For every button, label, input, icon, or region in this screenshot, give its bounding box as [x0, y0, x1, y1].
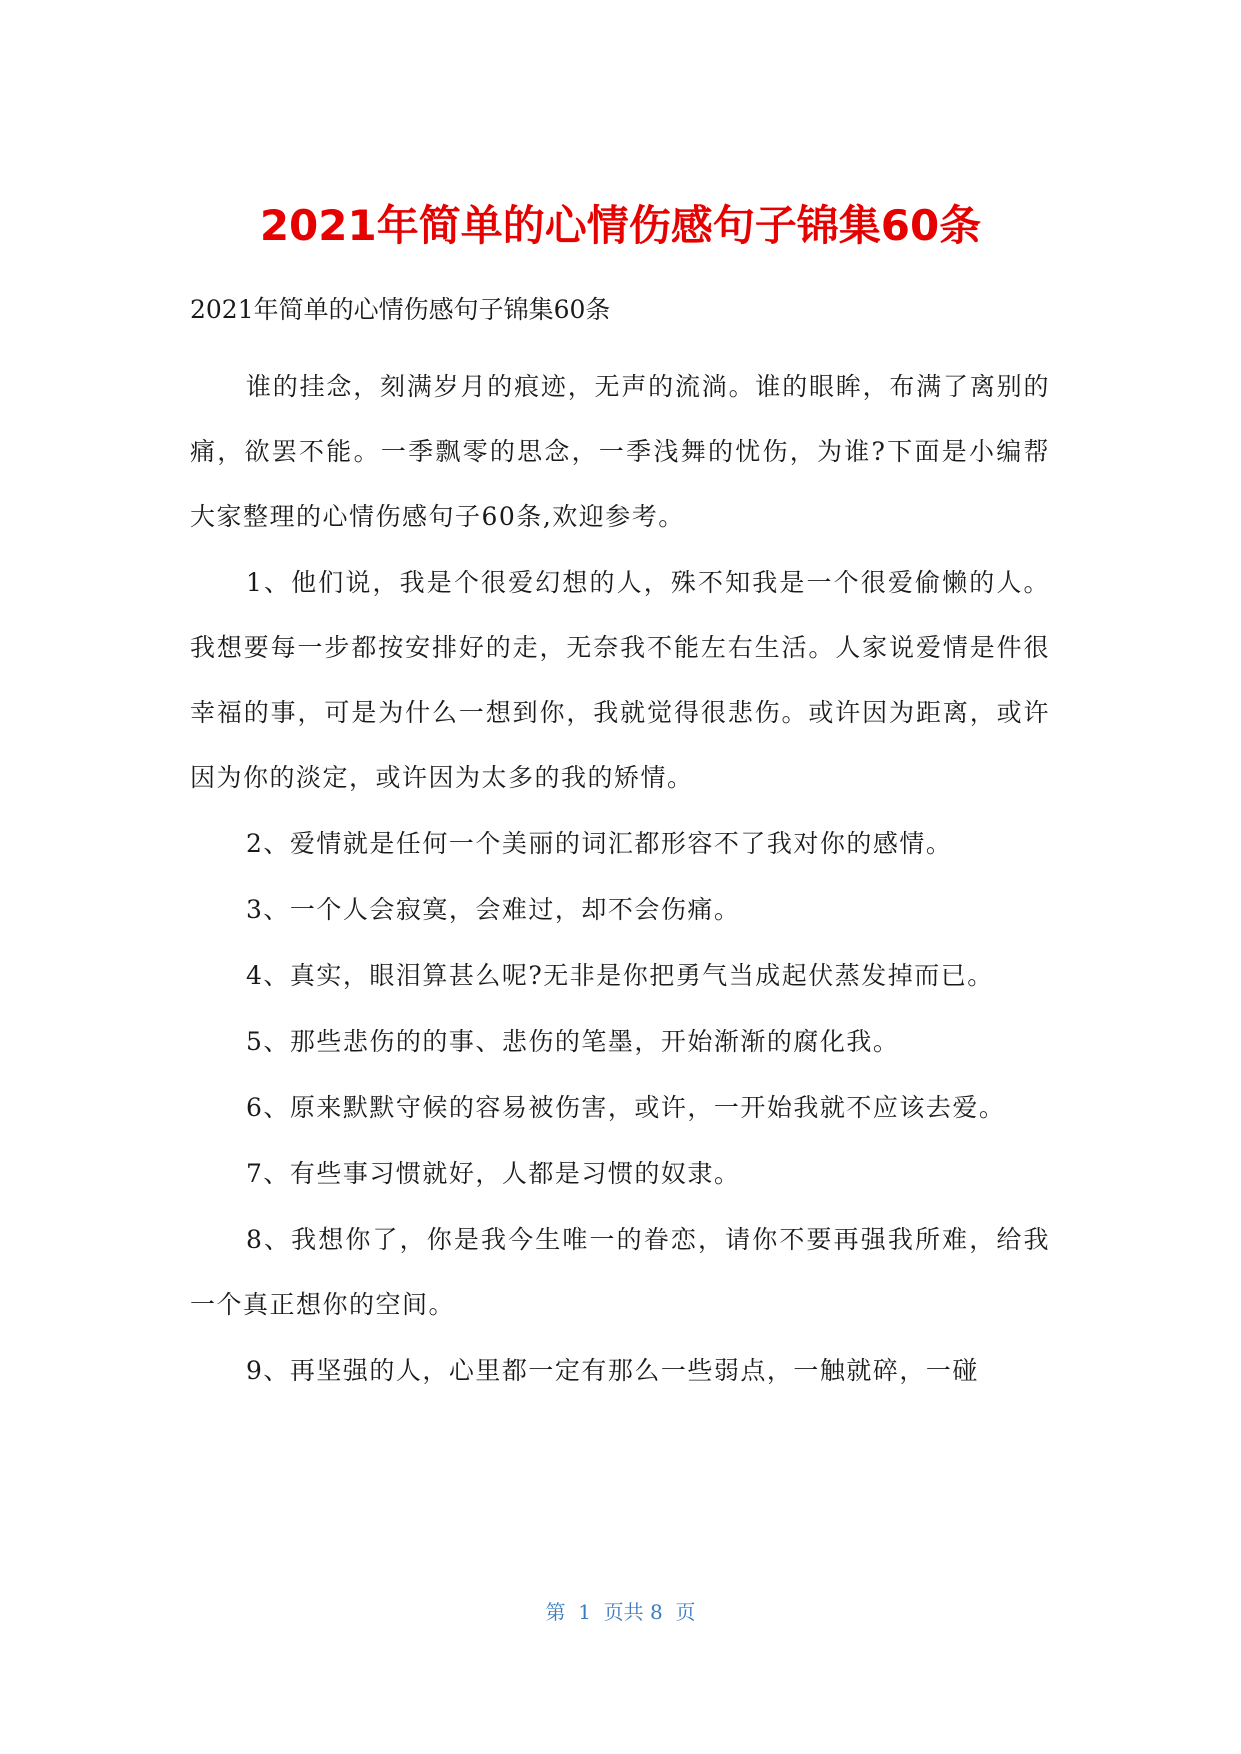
document-body — [190, 354, 1050, 1403]
paragraph-item-9: 9、再坚强的人，心里都一定有那么一些弱点，一触就碎，一碰 — [246, 1356, 979, 1385]
paragraph-intro: 谁的挂念，刻满岁月的痕迹，无声的流淌。谁的眼眸，布满了离别的痛，欲罢不能。一季飘零的思念，一季浅舞的忧伤，为谁?下面是小编帮大家整理的心情伤感句子60条,欢迎参考。 — [190, 372, 1050, 531]
paragraph-item-7: 7、有些事习惯就好，人都是习惯的奴隶。 — [246, 1159, 741, 1188]
document-subtitle: 2021年简单的心情伤感句子锦集60条 — [190, 295, 611, 324]
paragraph-item-1: 1、他们说，我是个很爱幻想的人，殊不知我是一个很爱偷懒的人。我想要每一步都按安排好的走，无奈我不能左右生活。人家说爱情是件很幸福的事，可是为什么一想到你，我就觉得很悲伤。或许因为距离，或许因为你的淡定，或许因为太多的我的矫情。 — [190, 568, 1050, 792]
paragraph-item-4: 4、真实，眼泪算甚么呢?无非是你把勇气当成起伏蒸发掉而已。 — [246, 961, 994, 990]
paragraph-item-6: 6、原来默默守候的容易被伤害，或许，一开始我就不应该去爱。 — [246, 1093, 1006, 1122]
paragraph-item-8: 8、我想你了，你是我今生唯一的眷恋，请你不要再强我所难，给我一个真正想你的空间。 — [190, 1225, 1050, 1319]
document-title: 2021年简单的心情伤感句子锦集60条 — [259, 201, 982, 250]
page-footer: 第 1 页共 8 页 — [545, 1600, 696, 1624]
paragraph-item-5: 5、那些悲伤的的事、悲伤的笔墨，开始渐渐的腐化我。 — [246, 1027, 900, 1056]
paragraph-item-2: 2、爱情就是任何一个美丽的词汇都形容不了我对你的感情。 — [246, 829, 953, 858]
paragraph-item-3: 3、一个人会寂寞，会难过，却不会伤痛。 — [246, 895, 741, 924]
